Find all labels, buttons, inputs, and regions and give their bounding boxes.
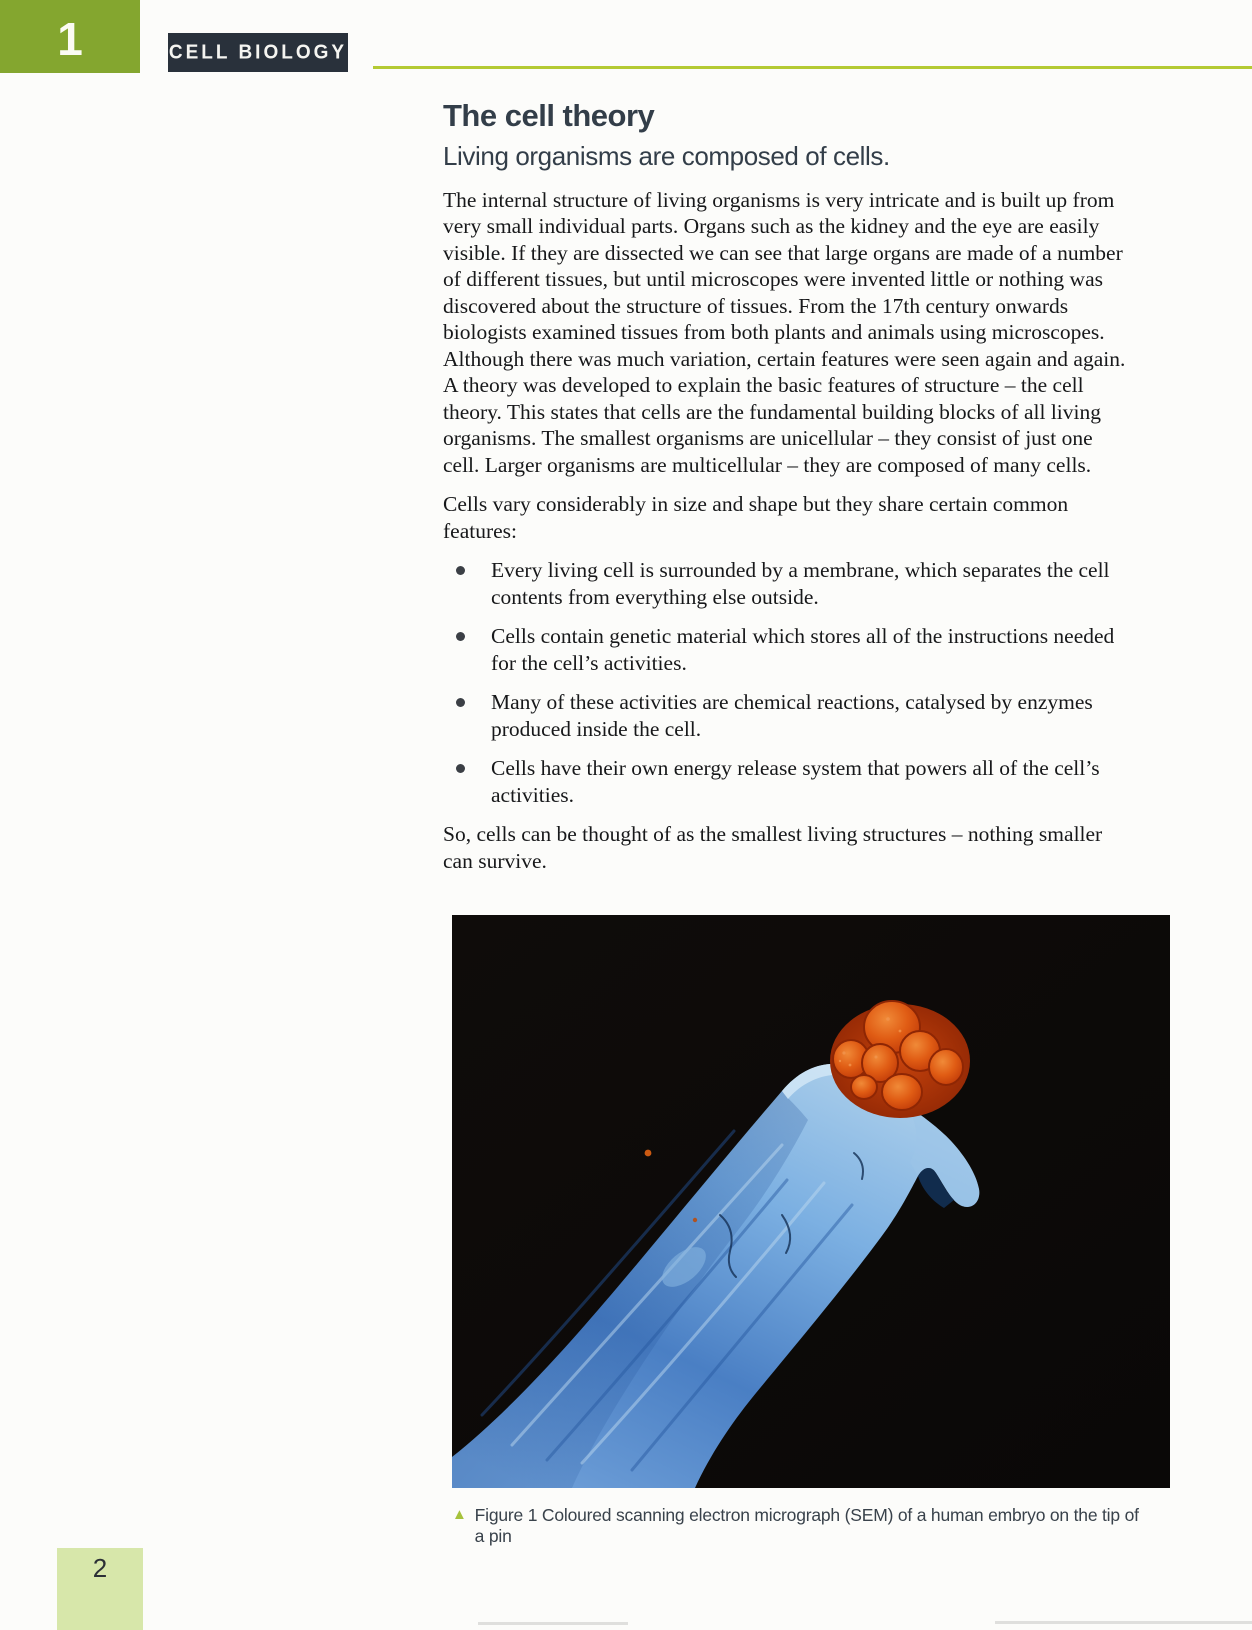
body-paragraph: So, cells can be thought of as the smallest living structures – nothing smaller can survive.: [443, 822, 1103, 873]
bullet-icon: [456, 632, 465, 641]
bullet-text: Cells contain genetic material which stores all of the instructions needed for the cell’s activities.: [491, 624, 1115, 675]
bullet-text: Cells have their own energy release system that powers all of the cell’s activities.: [491, 756, 1100, 807]
chapter-number: 1: [57, 12, 83, 65]
scan-artifact: [478, 1622, 628, 1625]
bullet-list: [443, 557, 1127, 808]
figure-caption-text: Figure 1 Coloured scanning electron micrograph (SEM) of a human embryo on the tip of a pin: [474, 1505, 1139, 1547]
list-item: [443, 689, 1127, 742]
list-item: [443, 755, 1127, 808]
sem-embryo-on-pin-illustration: [452, 915, 1170, 1488]
bullet-text: Every living cell is surrounded by a membrane, which separates the cell contents from everything else outside.: [491, 558, 1110, 609]
section-subtitle: Living organisms are composed of cells.: [443, 141, 890, 172]
caption-triangle-icon: ▲: [452, 1506, 467, 1524]
scan-artifact: [995, 1621, 1252, 1624]
page-title: The cell theory: [443, 98, 655, 133]
figure-image: [452, 915, 1170, 1488]
main-content: [443, 98, 1139, 1547]
list-item: [443, 623, 1127, 676]
body-paragraph: Cells vary considerably in size and shape but they share certain common features:: [443, 492, 1069, 543]
header-rule: [373, 66, 1252, 69]
chapter-title: CELL BIOLOGY: [168, 40, 348, 63]
list-item: [443, 557, 1127, 610]
figure-caption: [452, 1505, 1152, 1547]
bullet-text: Many of these activities are chemical reactions, catalysed by enzymes produced inside the cell.: [491, 690, 1093, 741]
page-number-box: [57, 1548, 143, 1630]
bullet-icon: [456, 698, 465, 707]
bullet-icon: [456, 764, 465, 773]
page-number: 2: [92, 1553, 108, 1583]
chapter-number-badge: [0, 0, 140, 73]
body-paragraph: The internal structure of living organisms is very intricate and is built up from very small individual parts. Organs such as the kidney and the eye are easily visible. If they are dissected we can see that large organs are made of a number of different tissues, but until microscopes were invented little or nothing was discovered about the structure of tissues. From the 17th century onwards biologists examined tissues from both plants and animals using microscopes. Although there was much variation, certain features were seen again and again. A theory was developed to explain the basic features of structure – the cell theory. This states that cells are the fundamental building blocks of all living organisms. The smallest organisms are unicellular – they consist of just one cell. Larger organisms are multicellular – they are composed of many cells.: [443, 187, 1126, 477]
bullet-icon: [456, 566, 465, 575]
chapter-title-box: [168, 33, 348, 72]
